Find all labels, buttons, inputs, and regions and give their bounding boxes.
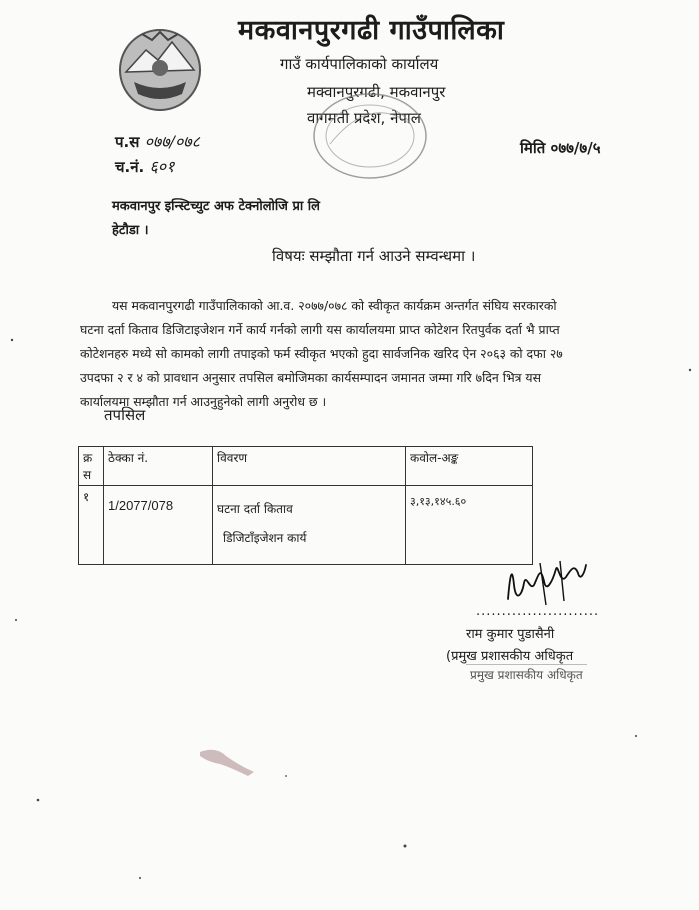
letter-date [520, 138, 601, 158]
recipient-name: मकवानपुर इन्स्टिच्युट अफ टेक्नोलोजि प्रा लि [112, 199, 320, 214]
description-line-2: डिजिटाँइजेशन कार्य [223, 531, 307, 545]
cell-amount [406, 486, 533, 565]
ink-smudge-mark [196, 742, 260, 782]
reference-number [115, 130, 200, 152]
designation-stamp: प्रमुख प्रशासकीय अधिकृत [466, 664, 587, 684]
office-province: वागमती प्रदेश, नेपाल [307, 109, 421, 127]
body-line: उपदफा २ र ४ को प्रावधान अनुसार तपसिल बमोजिमका कार्यसम्पादन जमानत जम्मा गरि ७दिन भित्र यस [80, 370, 541, 385]
reference-value: ०७७/०७८ [144, 132, 200, 151]
signature-line: ........................ [476, 604, 600, 619]
header-amount: कवोल-अङ्क [406, 447, 533, 486]
signatory-name: राम कुमार पुडासैनी [466, 627, 555, 642]
body-line: यस मकवानपुरगढी गाउँपालिकाको आ.व. २०७७/०७८ को स्वीकृत कार्यक्रम अन्तर्गत संघिय सरकारको [112, 298, 557, 313]
body-line: घटना दर्ता किताव डिजिटाइजेशन गर्ने कार्य गर्नको लागी यस कार्यालयमा प्राप्त कोटेशन रितपुर्वक दर्ता भै प्राप्त [80, 322, 560, 337]
office-round-stamp [300, 84, 430, 184]
letter-body [80, 294, 640, 414]
body-line: कोटेशनहरु मध्ये सो कामको लागी तपाइको फर्म स्वीकृत भएको हुदा सार्वजनिक खरिद ऐन २०६३ को दफा २७ [80, 346, 563, 361]
signatory-title: (प्रमुख प्रशासकीय अधिकृत [446, 649, 574, 664]
municipality-emblem-logo [112, 20, 208, 116]
header-contract-no: ठेक्का नं. [104, 447, 213, 486]
date-label: मिति [520, 139, 546, 157]
details-table [78, 446, 533, 565]
reference-label: प.स [115, 133, 140, 151]
date-value: ०७७/७/५ [550, 139, 601, 157]
office-subtitle: गाउँ कार्यपालिकाको कार्यालय [280, 55, 439, 73]
description-line-1: घटना दर्ता किताव [217, 502, 293, 516]
dispatch-label: च.नं. [115, 158, 145, 176]
header-description: विवरण [213, 447, 406, 486]
recipient-city: हेटौडा । [112, 223, 149, 238]
office-address: मक्वानपुरगढी, मकवानपुर [307, 83, 446, 101]
details-heading: तपसिल [104, 406, 146, 424]
office-title: मकवानपुरगढी गाउँपालिका [238, 15, 505, 46]
header-sn: क्र स [79, 447, 104, 486]
table-header-row [79, 447, 533, 486]
dispatch-number [115, 155, 174, 177]
dispatch-value: ६०१ [149, 157, 175, 176]
table-row [79, 486, 533, 565]
amount-text: ३,१३,१४५.६० [410, 495, 467, 508]
cell-description [213, 486, 406, 565]
contract-no-text: 1/2077/078 [108, 498, 174, 513]
cell-contract-no [104, 486, 213, 565]
letter-subject: विषयः सम्झौता गर्न आउने सम्वन्धमा । [272, 247, 476, 265]
body-line: कार्यालयमा सम्झौता गर्न आउनुहुनेको लागी अनुरोध छ । [80, 394, 327, 409]
cell-sn: १ [79, 486, 104, 565]
